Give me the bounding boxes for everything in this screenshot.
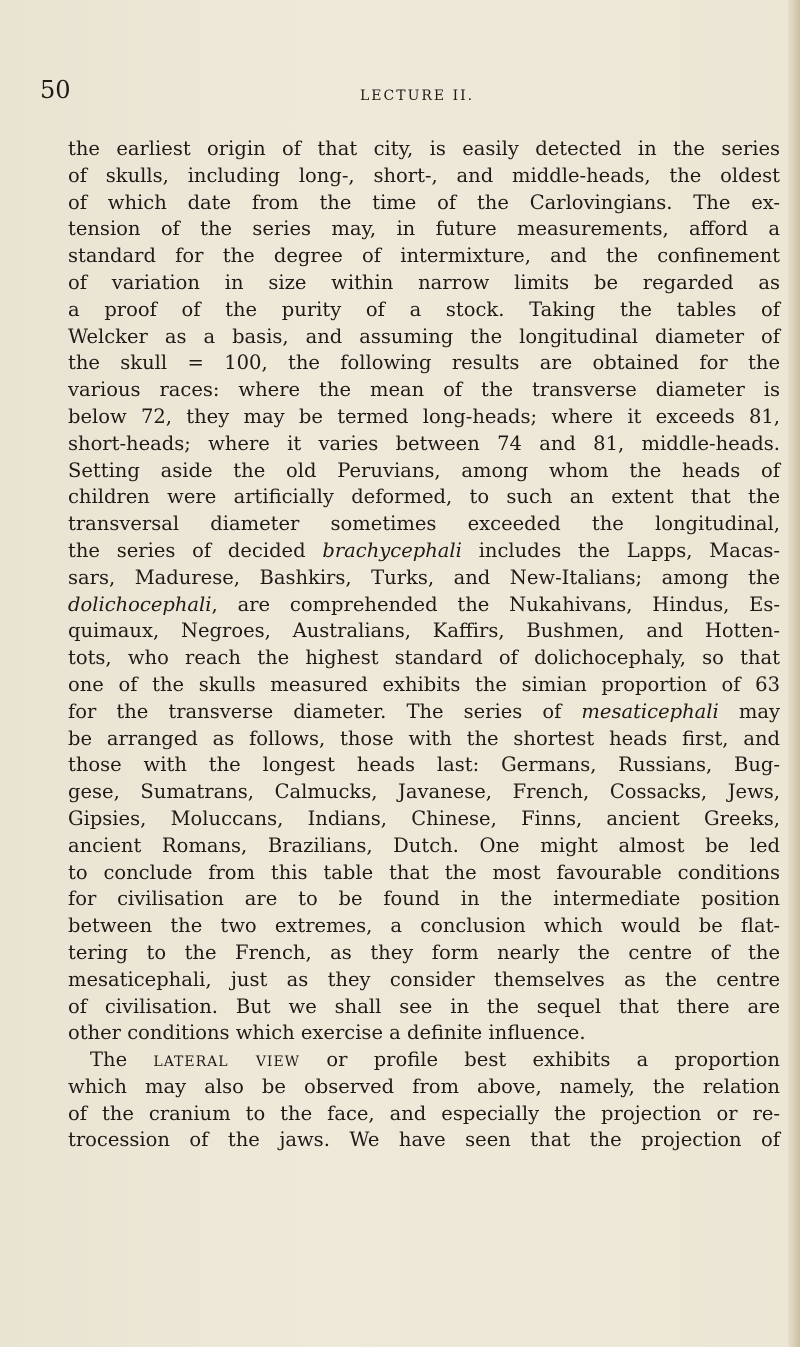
text-line: the earliest origin of that city, is easily detected in the series	[68, 137, 780, 160]
text-line: standard for the degree of intermixture, and the confinement	[68, 244, 780, 268]
text-line: tering to the French, as they form nearly the centre of the	[68, 940, 780, 964]
text-line: quimaux, Negroes, Australians, Kaffirs, Bushmen, and Hotten-	[68, 619, 780, 643]
text-line: between the two extremes, a conclusion which would be flat-	[68, 914, 780, 938]
page-edge	[788, 0, 800, 1347]
running-head: LECTURE II.	[360, 88, 475, 104]
text-line: to conclude from this table that the most favourable conditions	[68, 860, 780, 884]
text-line: of skulls, including long-, short-, and middle-heads, the oldest	[68, 163, 780, 187]
text-line: dolichocephali, are comprehended the Nukahivans, Hindus, Es-	[68, 592, 780, 616]
italic-term: dolichocephali	[68, 592, 212, 616]
body-text	[68, 136, 780, 1154]
text-line: of which date from the time of the Carlovingians. The ex-	[68, 190, 780, 214]
text-line: Gipsies, Moluccans, Indians, Chinese, Finns, ancient Greeks,	[68, 806, 780, 830]
text-line: a proof of the purity of a stock. Taking the tables of	[68, 297, 780, 321]
page-number: 50	[40, 76, 71, 104]
text-line: those with the longest heads last: Germans, Russians, Bug-	[68, 753, 780, 777]
text-line: below 72, they may be termed long-heads; where it exceeds 81,	[68, 404, 780, 428]
text-line: trocession of the jaws. We have seen that the projection of	[68, 1128, 780, 1152]
text-line: other conditions which exercise a definite influence.	[68, 1021, 586, 1045]
text-line: which may also be observed from above, namely, the relation	[68, 1074, 780, 1098]
text-line: short-heads; where it varies between 74 and 81, middle-heads.	[68, 431, 780, 455]
text-line: of civilisation. But we shall see in the sequel that there are	[68, 994, 780, 1018]
text-line: of variation in size within narrow limits be regarded as	[68, 270, 780, 294]
text-line: sars, Madurese, Bashkirs, Turks, and New-Italians; among the	[68, 565, 780, 589]
small-caps-term: lateral view	[153, 1048, 301, 1072]
text-line: transversal diameter sometimes exceeded the longitudinal,	[68, 512, 780, 536]
text-line: tension of the series may, in future measurements, afford a	[68, 217, 780, 241]
text-line: be arranged as follows, those with the shortest heads first, and	[68, 726, 780, 750]
text-line: Welcker as a basis, and assuming the longitudinal diameter of	[68, 324, 780, 348]
text-line: The lateral view or profile best exhibits a proportion	[90, 1048, 780, 1072]
italic-term: brachycephali	[322, 538, 462, 562]
text-line: one of the skulls measured exhibits the simian proportion of 63	[68, 672, 780, 696]
text-line: tots, who reach the highest standard of dolichocephaly, so that	[68, 646, 780, 670]
text-line: of the cranium to the face, and especially the projection or re-	[68, 1101, 780, 1125]
text-line: Setting aside the old Peruvians, among whom the heads of	[68, 458, 780, 482]
text-line: various races: where the mean of the transverse diameter is	[68, 378, 780, 402]
text-line: ancient Romans, Brazilians, Dutch. One might almost be led	[68, 833, 780, 857]
text-line: gese, Sumatrans, Calmucks, Javanese, French, Cossacks, Jews,	[68, 780, 780, 804]
text-line: for civilisation are to be found in the intermediate position	[68, 887, 780, 911]
italic-term: mesaticephali	[581, 699, 719, 723]
text-line: the skull = 100, the following results are obtained for the	[68, 351, 780, 375]
text-line: children were artificially deformed, to such an extent that the	[68, 485, 780, 509]
text-line: the series of decided brachycephali includes the Lapps, Macas-	[68, 538, 780, 562]
text-line: mesaticephali, just as they consider themselves as the centre	[68, 967, 780, 991]
text-line: for the transverse diameter. The series of mesaticephali may	[68, 699, 780, 723]
